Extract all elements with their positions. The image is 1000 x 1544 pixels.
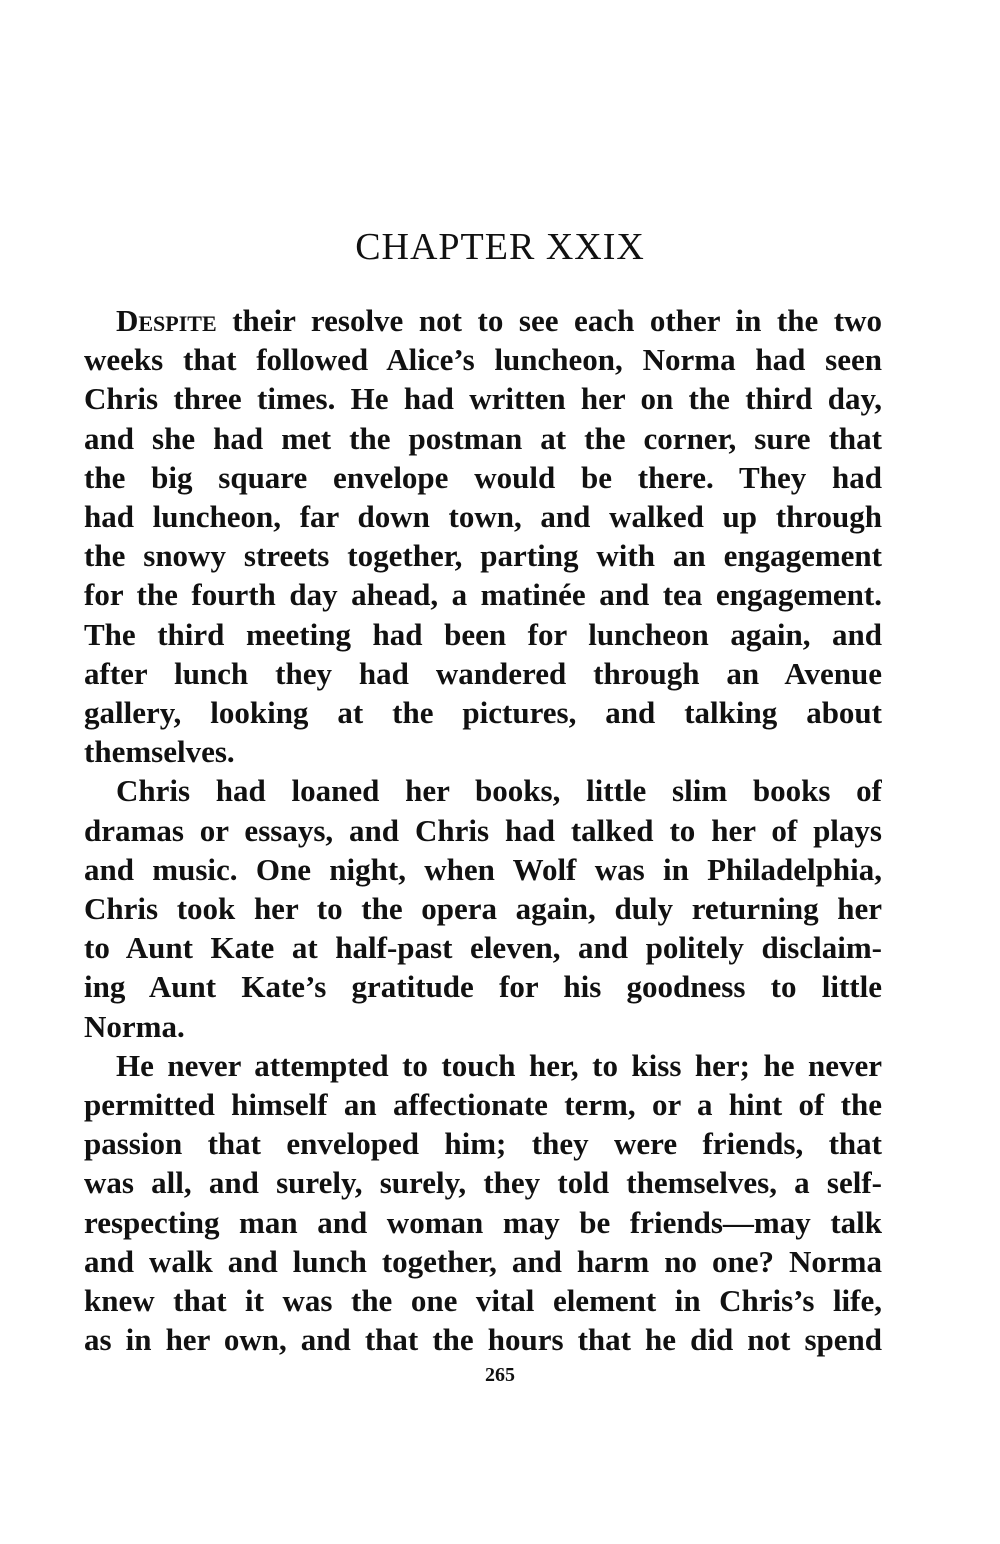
text-line: passion that enveloped him; they were friends, that — [84, 1126, 882, 1162]
text-line: He never attempted to touch her, to kiss her; he never — [116, 1047, 882, 1083]
text-line: Chris had loaned her books, little slim books of — [116, 773, 882, 809]
page-number: 265 — [485, 1364, 515, 1386]
text-line: ing Aunt Kate’s gratitude for his goodness to little — [84, 969, 882, 1005]
text-line: for the fourth day ahead, a matinée and tea engagement. — [84, 577, 882, 613]
text-line: and walk and lunch together, and harm no one? Norma — [84, 1243, 882, 1279]
text-line: weeks that followed Alice’s luncheon, Norma had seen — [84, 342, 882, 378]
text-line: to Aunt Kate at half-past eleven, and politely disclaim- — [84, 930, 882, 966]
text-line: themselves. — [84, 734, 235, 770]
text-line: and music. One night, when Wolf was in Philadelphia, — [84, 851, 882, 887]
text-line: Chris three times. He had written her on the third day, — [84, 381, 882, 417]
text-line: as in her own, and that the hours that he did not spend — [84, 1322, 882, 1358]
text-line: respecting man and woman may be friends—may talk — [84, 1204, 882, 1240]
text-line: the snowy streets together, parting with an engagement — [84, 538, 882, 574]
text-line: permitted himself an affectionate term, or a hint of the — [84, 1087, 882, 1123]
lead-smallcaps: Despite — [116, 303, 217, 338]
chapter-title: CHAPTER XXIX — [355, 226, 645, 268]
paragraph-3 — [84, 1046, 882, 1360]
paragraph-2 — [84, 771, 882, 1045]
text-line: was all, and surely, surely, they told themselves, a self- — [84, 1165, 882, 1201]
text-line: knew that it was the one vital element in Chris’s life, — [84, 1283, 882, 1319]
text-line: after lunch they had wandered through an Avenue — [84, 655, 882, 691]
text-line — [84, 301, 882, 340]
text-line: the big square envelope would be there. They had — [84, 459, 882, 495]
text-line: and she had met the postman at the corner, sure that — [84, 420, 882, 456]
paragraph-1 — [84, 301, 882, 771]
text-line: The third meeting had been for luncheon again, and — [84, 616, 882, 652]
text-line: dramas or essays, and Chris had talked to her of plays — [84, 812, 882, 848]
text-line: Norma. — [84, 1008, 185, 1044]
text-line: Chris took her to the opera again, duly returning her — [84, 891, 882, 927]
body-text — [84, 301, 882, 1359]
text-line: gallery, looking at the pictures, and talking about — [84, 695, 882, 731]
text-line: had luncheon, far down town, and walked up through — [84, 499, 882, 535]
text-line-rest: their resolve not to see each other in the two — [216, 303, 882, 338]
